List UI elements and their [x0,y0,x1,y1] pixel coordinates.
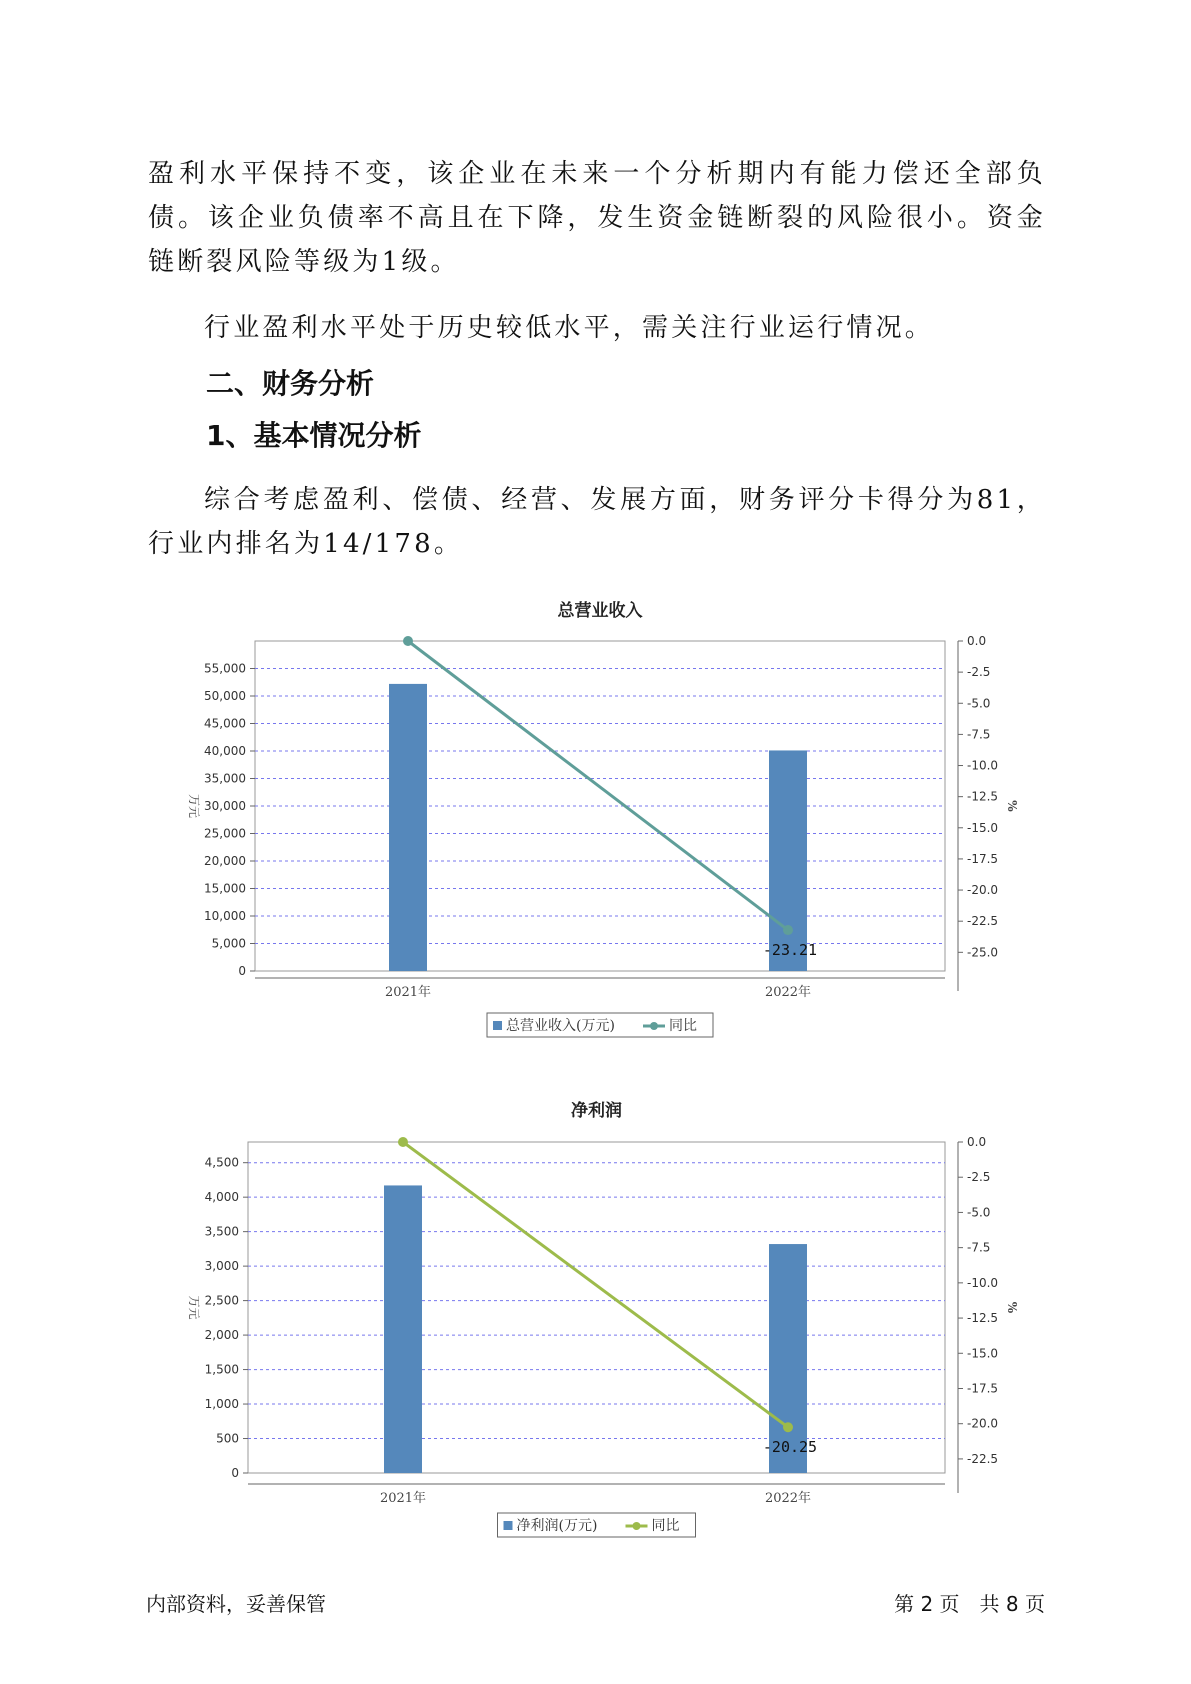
legend-swatch-bar [493,1021,502,1030]
bar [769,750,807,971]
chart-revenue [0,590,1191,1050]
paragraph-score: 综合考虑盈利、偿债、经营、发展方面，财务评分卡得分为81，行业内排名为14/178。 [148,485,1046,559]
y2-tick-label: -5.0 [967,696,991,711]
y2-tick-label: -7.5 [967,1240,991,1255]
y2-tick-label: -10.0 [967,758,999,773]
line-point [783,925,793,935]
y2-tick-label: -22.5 [967,1451,999,1466]
legend-swatch-point [650,1022,658,1030]
y2-tick-label: -22.5 [967,914,999,929]
y2-tick-label: -12.5 [967,789,999,804]
category-label: 2022年 [764,985,812,1000]
y-tick-label: 5,000 [211,936,246,951]
legend-label-line: 同比 [651,1518,680,1534]
y-tick-label: 3,500 [204,1224,239,1239]
y-tick-label: 2,500 [204,1293,239,1308]
y-tick-label: 0 [231,1466,239,1480]
y2-tick-label: -20.0 [967,883,999,898]
subsection-heading: 1、基本情况分析 [206,419,422,452]
y-tick-label: 45,000 [204,716,246,731]
chart-revenue-svg [0,590,1191,1050]
y2-tick-label: -12.5 [967,1311,999,1326]
y-tick-label: 50,000 [204,689,246,703]
y-tick-label: 30,000 [204,799,246,813]
y-tick-label: 1,500 [204,1362,239,1377]
y2-tick-label: -15.0 [967,1346,999,1361]
y2-tick-label: -5.0 [967,1205,991,1220]
y2-axis-label: % [1005,800,1019,812]
legend-swatch-point [633,1522,641,1530]
y-tick-label: 15,000 [204,881,246,896]
category-label: 2021年 [379,1491,427,1506]
chart-net-profit [0,1090,1191,1550]
y2-axis-label: % [1005,1301,1019,1314]
footer-confidential: 内部资料，妥善保管 [146,1592,326,1616]
y2-tick-label: 0.0 [967,1135,987,1149]
data-label: -23.21 [762,941,818,960]
y-tick-label: 20,000 [204,854,246,868]
y2-tick-label: -17.5 [967,1381,999,1396]
y-tick-label: 25,000 [204,826,246,841]
legend-label-bar: 总营业收入(万元) [506,1018,615,1034]
y2-tick-label: -2.5 [967,665,991,680]
y-tick-label: 10,000 [204,909,246,923]
paragraph-industry: 行业盈利水平处于历史较低水平，需关注行业运行情况。 [204,313,935,343]
y-tick-label: 2,000 [204,1328,239,1343]
bar [384,1185,422,1473]
y2-tick-label: -25.0 [967,945,999,960]
chart-title: 净利润 [571,1101,622,1121]
y2-tick-label: 0.0 [967,634,987,648]
y-tick-label: 1,000 [204,1397,239,1412]
bar [389,684,427,971]
y-tick-label: 4,000 [204,1190,239,1205]
line-point [783,1422,793,1432]
y2-tick-label: -15.0 [967,820,999,835]
section-heading: 二、财务分析 [206,367,375,400]
y2-tick-label: -7.5 [967,727,991,742]
plot-area [248,1142,945,1473]
y2-tick-label: -17.5 [967,851,999,866]
line-point [398,1137,408,1147]
y-tick-label: 35,000 [204,771,246,786]
legend-label-line: 同比 [669,1018,697,1034]
data-label: -20.25 [762,1438,818,1457]
legend-swatch-bar [504,1521,513,1530]
y-axis-label: 万元 [187,1295,201,1320]
y-tick-label: 0 [238,964,246,978]
line-point [403,636,413,646]
footer-page-number: 第 2 页 共 8 页 [894,1592,1045,1616]
y-tick-label: 3,000 [204,1259,239,1274]
chart-net-profit-svg [0,1090,1191,1550]
y2-tick-label: -10.0 [967,1275,999,1290]
y-tick-label: 4,500 [204,1155,239,1170]
y-axis-label: 万元 [187,793,201,819]
category-label: 2021年 [384,985,432,1000]
y2-tick-label: -20.0 [967,1416,999,1431]
y-tick-label: 500 [216,1431,239,1446]
category-label: 2022年 [764,1491,812,1506]
chart-title: 总营业收入 [557,601,643,621]
legend-label-bar: 净利润(万元) [516,1518,598,1534]
y-tick-label: 40,000 [204,744,246,758]
paragraph-risk-summary: 盈利水平保持不变，该企业在未来一个分析期内有能力偿还全部负债。该企业负债率不高且在下降，发生资金链断裂的风险很小。资金链断裂风险等级为1级。 [148,159,1046,277]
y2-tick-label: -2.5 [967,1170,991,1185]
y-tick-label: 55,000 [204,661,246,676]
